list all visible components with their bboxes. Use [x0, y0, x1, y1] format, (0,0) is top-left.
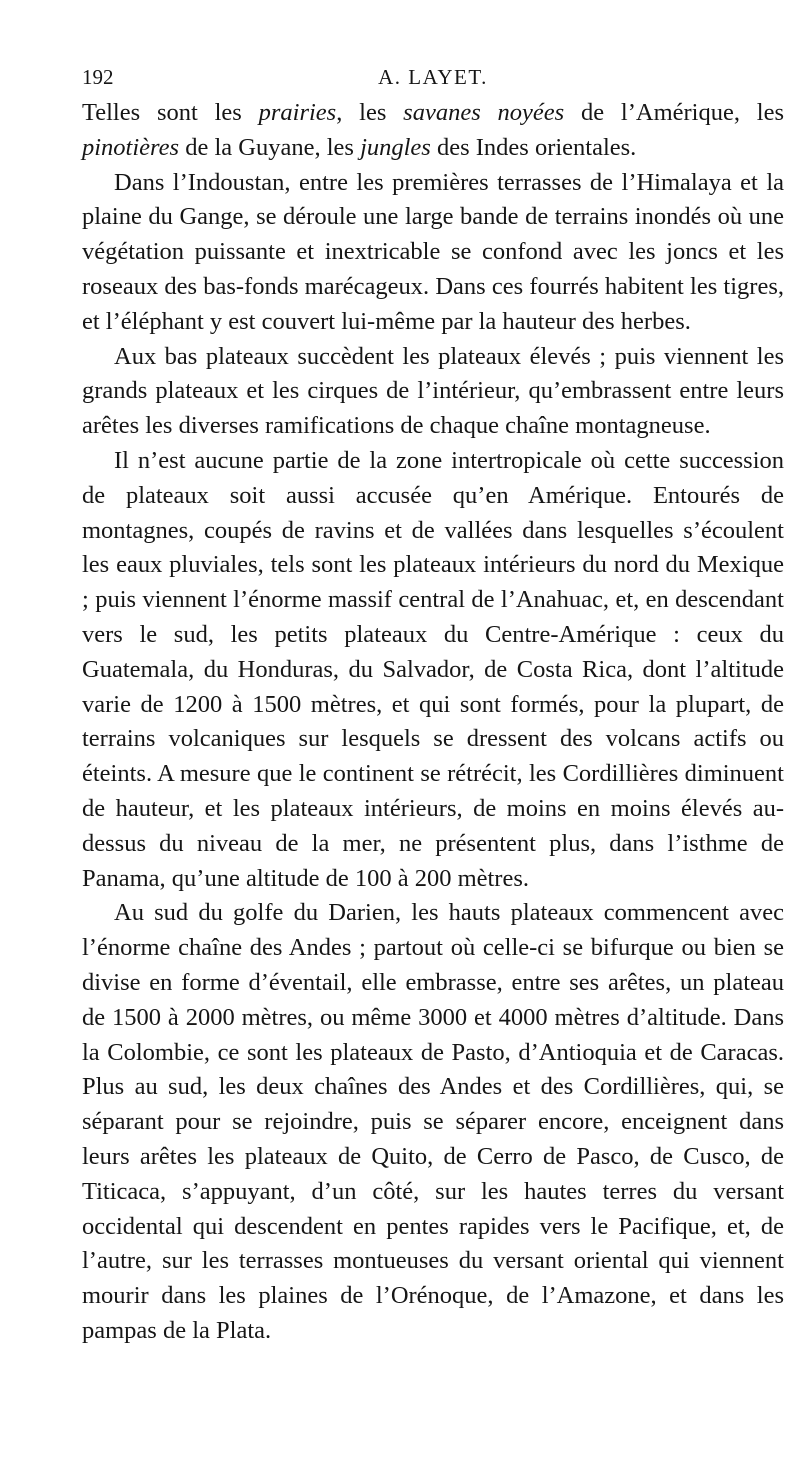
italic-term: pinotières [82, 133, 180, 161]
text-run: Aux bas plateaux succèdent les plateaux élevés ; puis viennent les grands plateaux et les cirques de l’intérieur, qu’embrassent entre leurs arêtes les diverses ramifications de chaque chaîne montagneuse. [82, 342, 784, 440]
book-page [82, 62, 784, 1349]
text-run: Telles sont les [82, 99, 259, 126]
paragraph [82, 96, 784, 166]
italic-term: jungles [360, 133, 431, 161]
text-run: des Indes orientales. [430, 133, 637, 161]
paragraph [82, 340, 784, 444]
text-run: Dans l’Indoustan, entre les premières terrasses de l’Himalaya et la plaine du Gange, se déroule une large bande de terrains inondés où une végétation puissante et inextricable se confond avec les joncs et les roseaux des bas-fonds marécageux. Dans ces fourrés habitent les tigres, et l’éléphant y est couvert lui-même par la hauteur des herbes. [82, 168, 784, 335]
body-text [82, 96, 784, 1349]
running-head-author: A. LAYET. [378, 65, 488, 89]
text-run: de la Guyane, les [179, 133, 361, 161]
paragraph [82, 444, 784, 896]
text-run: , les [336, 99, 404, 126]
italic-term: savanes noyées [403, 99, 565, 126]
italic-term: prairies [258, 99, 337, 126]
text-run: Il n’est aucune partie de la zone intertropicale où cette succession de plateaux soit aussi accusée qu’en Amérique. Entourés de montagnes, coupés de ravins et de vallées dans lesquelles s’écoulent les eaux pluviales, tels sont les plateaux intérieurs du nord du Mexique ; puis viennent l’énorme massif central de l’Anahuac, et, en descendant vers le sud, les petits plateaux du Centre-Amérique : ceux du Guatemala, du Honduras, du Salvador, de Costa Rica, dont l’altitude varie de 1200 à 1500 mètres, et qui sont formés, pour la plupart, de terrains volcaniques sur lesquels se dressent des volcans actifs ou éteints. A mesure que le continent se rétrécit, les Cordillières diminuent de hauteur, et les plateaux intérieurs, de moins en moins élevés au-dessus du niveau de la mer, ne présentent plus, dans l’isthme de Panama, qu’une altitude de 100 à 200 mètres. [82, 446, 784, 892]
text-run: Au sud du golfe du Darien, les hauts plateaux commencent avec l’énorme chaîne des Andes ; partout où celle-ci se bifurque ou bien se divise en forme d’éventail, elle embrasse, entre ses arêtes, un plateau de 1500 à 2000 mètres, ou même 3000 et 4000 mètres d’altitude. Dans la Colombie, ce sont les plateaux de Pasto, d’Antioquia et de Caracas. Plus au sud, les deux chaînes des Andes et des Cordillières, qui, se séparant pour se rejoindre, puis se séparer encore, enceignent dans leurs arêtes les plateaux de Quito, de Cerro de Pasco, de Cusco, de Titicaca, s’appuyant, d’un côté, sur les hautes terres du versant occidental qui descendent en pentes rapides vers le Pacifique, et, de l’autre, sur les terrasses montueuses du versant oriental qui viennent mourir dans les plaines de l’Orénoque, de l’Amazone, et dans les pampas de la Plata. [82, 899, 784, 1344]
paragraph [82, 166, 784, 340]
text-run: de l’Amérique, les [564, 99, 784, 126]
page-number: 192 [82, 65, 114, 89]
paragraph [82, 896, 784, 1348]
page-header [82, 62, 784, 92]
